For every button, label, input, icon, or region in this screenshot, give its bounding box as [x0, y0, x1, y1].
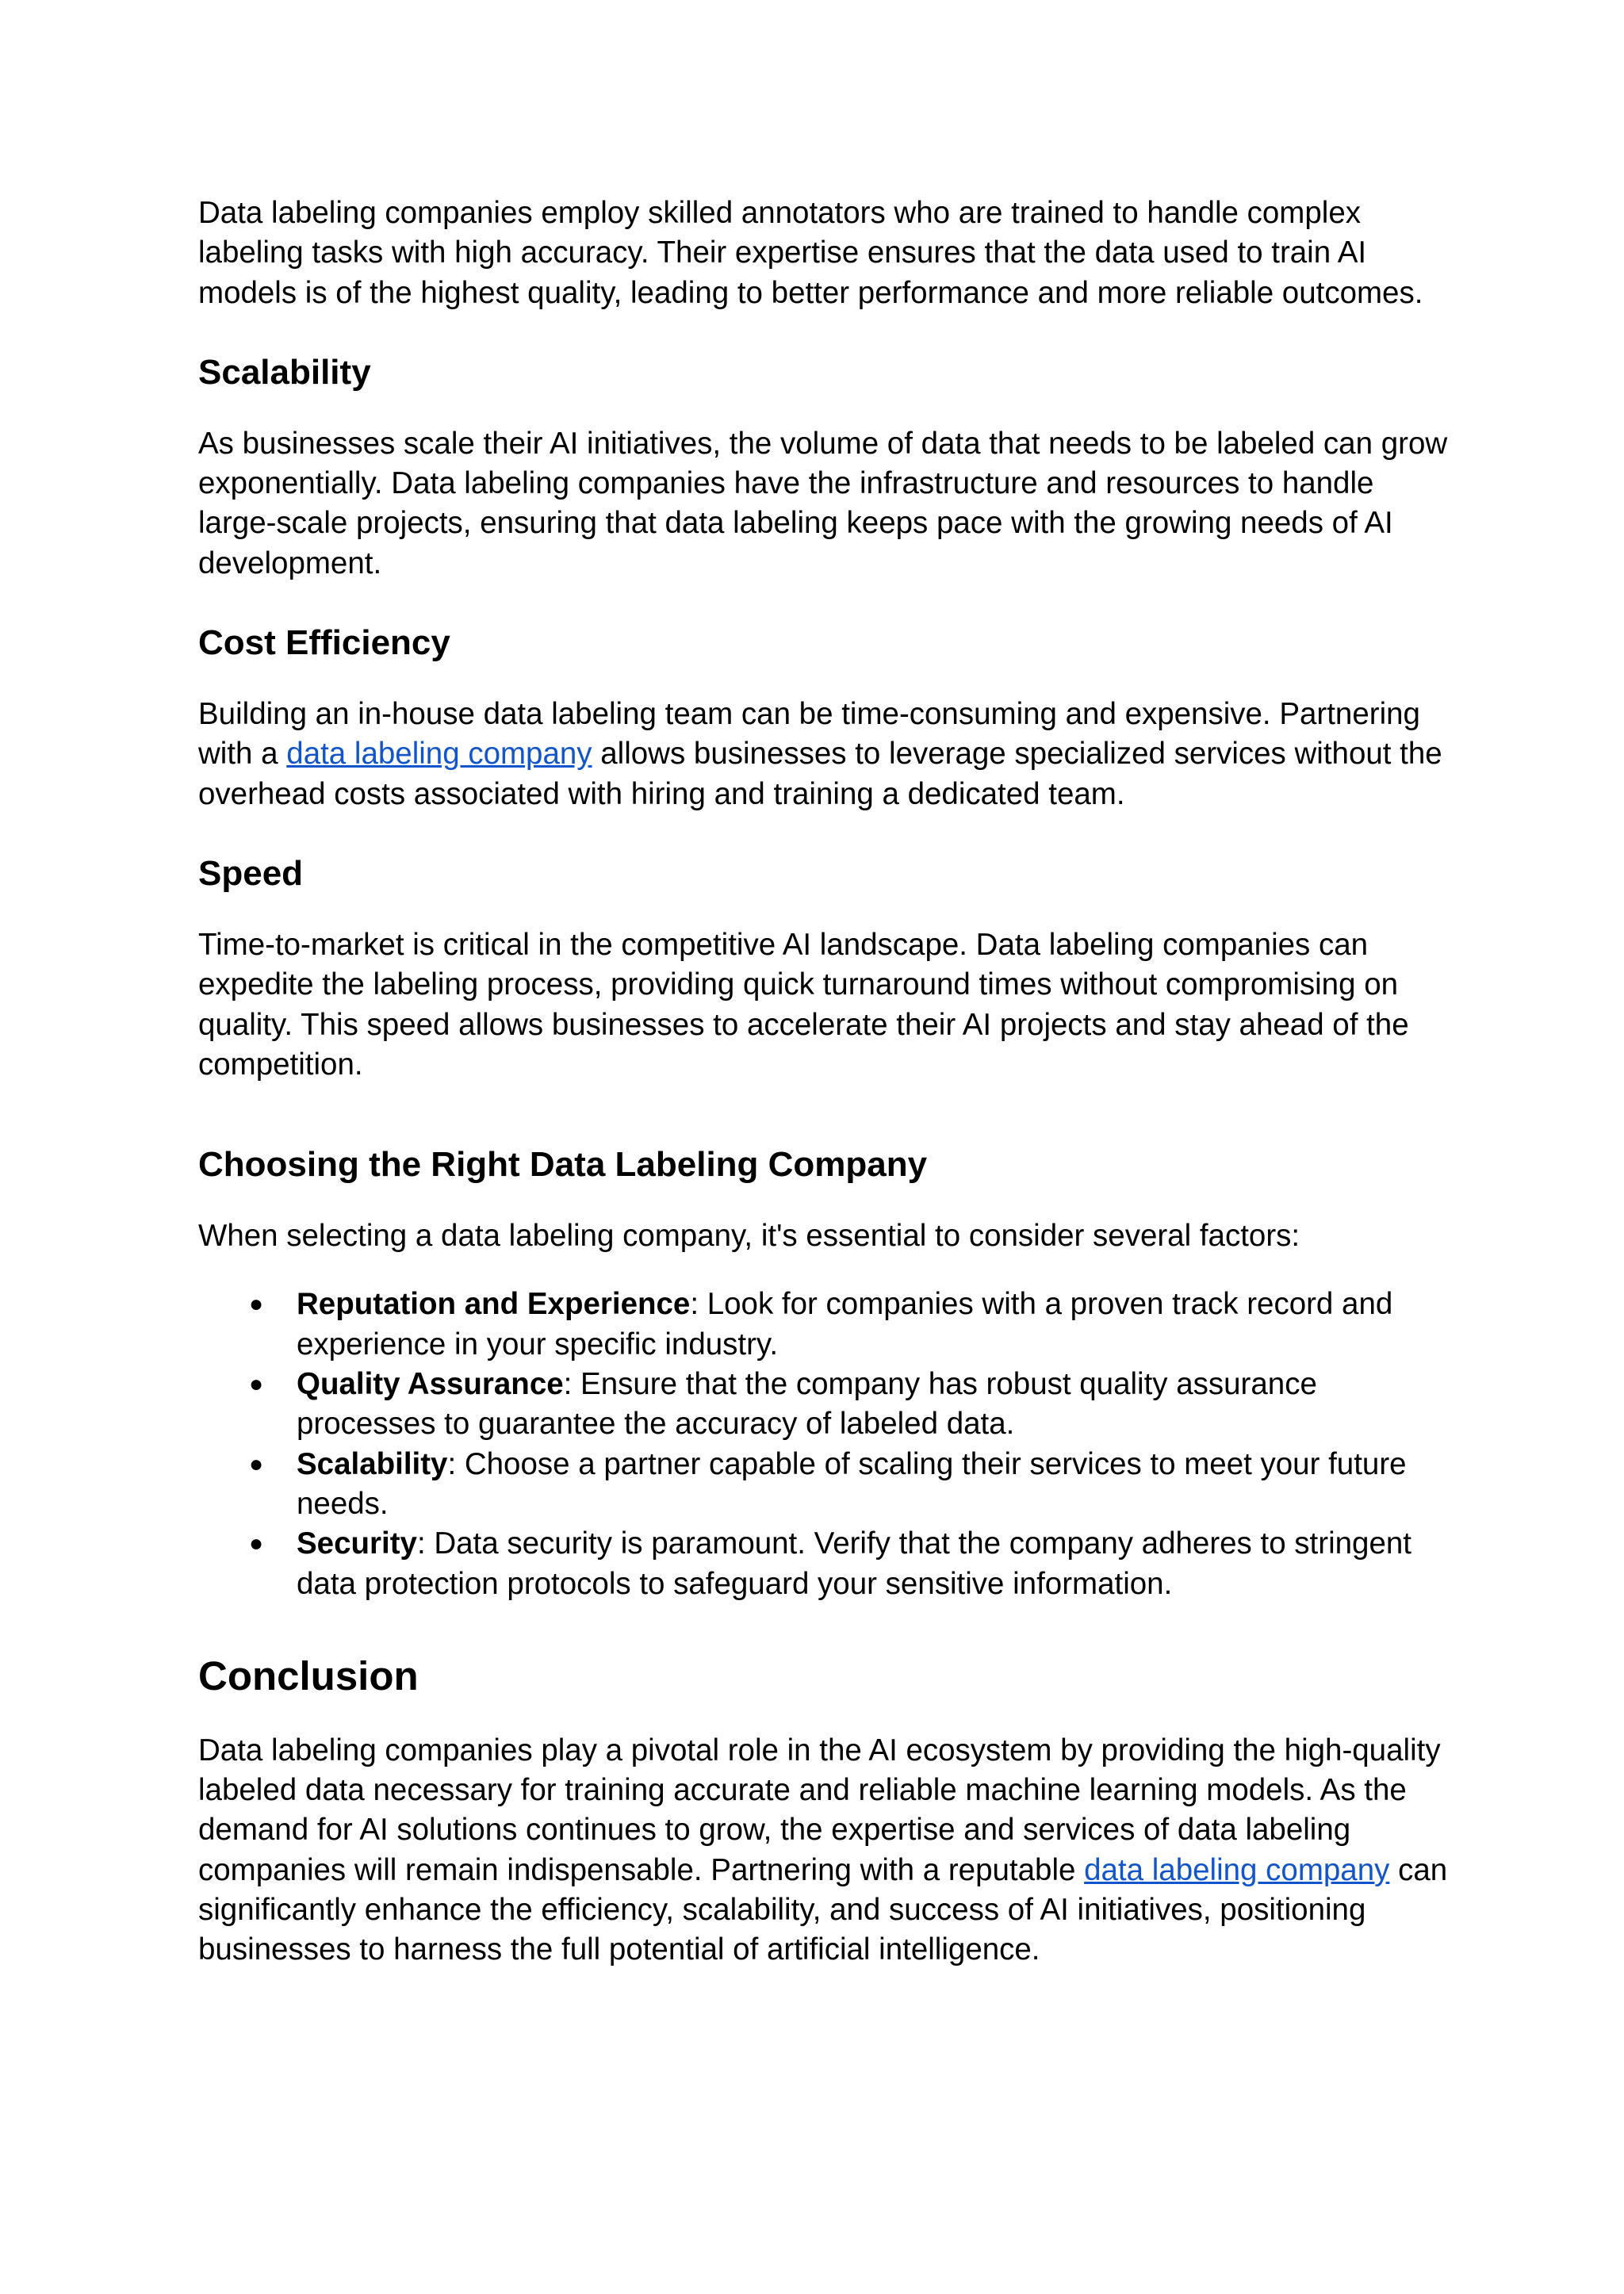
list-item-term: Quality Assurance: [297, 1367, 564, 1402]
conclusion-text-before: Data labeling companies play a pivotal role in the AI ecosystem by providing the high-quality labeled data necessary for training accurate and reliable machine learning models. As the demand for AI solutions continues to grow, the expertise and services of data labeling companies will remain indispensable. Partnering with a reputable: [198, 1733, 1441, 1887]
list-item: [198, 1524, 1451, 1604]
list-item-desc: : Ensure that the company has robust quality assurance processes to guarantee the accuracy of labeled data.: [297, 1367, 1317, 1442]
cost-text-before: Building an in-house data labeling team can be time-consuming and expensive. Partnering with a: [198, 697, 1420, 772]
cost-text-after: allows businesses to leverage specialized services without the overhead costs associated with hiring and training a dedicated team.: [198, 737, 1442, 811]
data-labeling-company-link[interactable]: data labeling company: [286, 737, 592, 772]
list-item-desc: : Choose a partner capable of scaling their services to meet your future needs.: [297, 1446, 1407, 1521]
list-item-term: Reputation and Experience: [297, 1287, 691, 1322]
scalability-paragraph: As businesses scale their AI initiatives, the volume of data that needs to be labeled can grow exponentially. Data labeling companies have the infrastructure and resources to handle large-scale projects, ensuring that data labeling keeps pace with the growing needs of AI development.: [198, 426, 1448, 580]
list-item: [198, 1365, 1451, 1445]
list-item-desc: : Data security is paramount. Verify that the company adheres to stringent data protection protocols to safeguard your sensitive information.: [297, 1526, 1411, 1601]
choosing-intro: When selecting a data labeling company, it's essential to consider several factors:: [198, 1219, 1300, 1254]
cost-efficiency-heading: Cost Efficiency: [198, 623, 450, 663]
speed-heading: Speed: [198, 853, 304, 893]
list-item-term: Security: [297, 1526, 417, 1561]
cost-efficiency-paragraph: [198, 695, 1451, 814]
data-labeling-company-link[interactable]: data labeling company: [1084, 1852, 1390, 1887]
list-item-term: Scalability: [297, 1446, 448, 1481]
factors-list: [198, 1285, 1451, 1603]
conclusion-text-after: can significantly enhance the efficiency, scalability, and success of AI initiatives, positioning businesses to harness the full potential of artificial intelligence.: [198, 1852, 1448, 1967]
document-page: [198, 193, 1451, 1970]
intro-paragraph: Data labeling companies employ skilled annotators who are trained to handle complex labeling tasks with high accuracy. Their expertise ensures that the data used to train AI models is of the highest quality, leading to better performance and more reliable outcomes.: [198, 196, 1423, 310]
list-item-desc: : Look for companies with a proven track record and experience in your specific industry.: [297, 1287, 1393, 1361]
scalability-heading: Scalability: [198, 352, 371, 392]
choosing-heading: Choosing the Right Data Labeling Company: [198, 1145, 928, 1185]
list-item: [198, 1285, 1451, 1365]
list-item: [198, 1445, 1451, 1525]
bullet-icon: ●: [249, 1530, 264, 1557]
bullet-icon: ●: [249, 1371, 264, 1398]
conclusion-heading: Conclusion: [198, 1653, 419, 1698]
bullet-icon: ●: [249, 1450, 264, 1477]
conclusion-paragraph: [198, 1731, 1451, 1970]
bullet-icon: ●: [249, 1291, 264, 1318]
speed-paragraph: Time-to-market is critical in the competitive AI landscape. Data labeling companies can expedite the labeling process, providing quick turnaround times without compromising on quality. This speed allows businesses to accelerate their AI projects and stay ahead of the competition.: [198, 927, 1409, 1082]
